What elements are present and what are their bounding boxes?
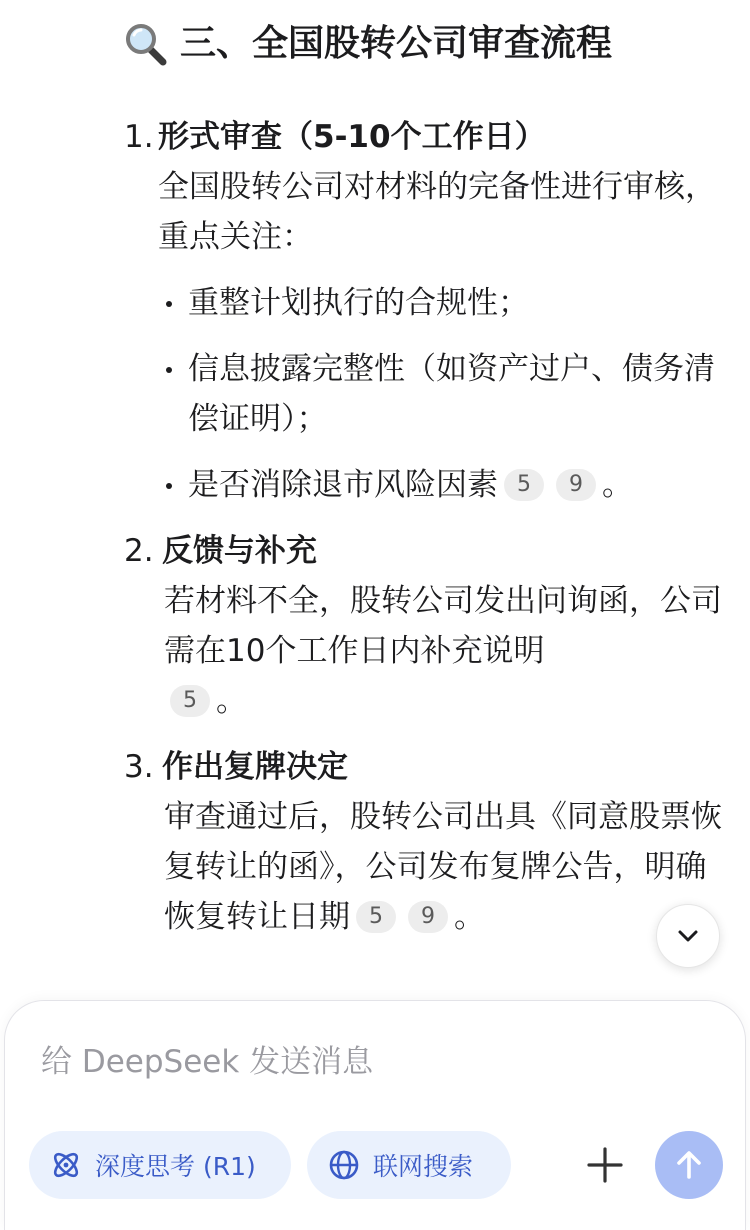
scroll-down-button[interactable] bbox=[656, 904, 720, 968]
globe-icon bbox=[327, 1148, 361, 1182]
citation-badge[interactable]: 9 bbox=[408, 901, 448, 933]
step-number: 2. bbox=[124, 533, 154, 569]
step-number: 1. bbox=[124, 119, 154, 155]
magnifier-icon bbox=[124, 22, 168, 66]
deep-think-label: 深度思考 (R1) bbox=[95, 1152, 256, 1181]
deep-think-toggle[interactable] bbox=[29, 1131, 291, 1199]
step-body: 若材料不全，股转公司发出问询函，公司需在10个工作日内补充说明 5 。 bbox=[164, 583, 722, 719]
send-button[interactable] bbox=[655, 1131, 723, 1199]
citation-badge[interactable]: 5 bbox=[356, 901, 396, 933]
step-title: 反馈与补充 bbox=[162, 533, 317, 569]
citation-badge[interactable]: 5 bbox=[170, 685, 210, 717]
chevron-down-icon bbox=[673, 921, 703, 951]
citation-badge[interactable]: 5 bbox=[504, 469, 544, 501]
message-input[interactable] bbox=[41, 1037, 641, 1087]
message-composer bbox=[4, 1000, 746, 1230]
web-search-label: 联网搜索 bbox=[373, 1152, 474, 1181]
section-title bbox=[124, 22, 612, 66]
step-3 bbox=[124, 742, 724, 942]
step-number: 3. bbox=[124, 749, 154, 785]
bullet-list bbox=[158, 278, 724, 510]
arrow-up-icon bbox=[672, 1148, 706, 1182]
step-title: 形式审查（5-10个工作日） bbox=[158, 119, 546, 155]
list-item: 是否消除退市风险因素 5 9 。 bbox=[158, 460, 718, 510]
step-2 bbox=[124, 526, 724, 726]
list-item: 重整计划执行的合规性； bbox=[158, 278, 718, 328]
step-1 bbox=[124, 112, 724, 510]
atom-icon bbox=[49, 1148, 83, 1182]
step-body: 全国股转公司对材料的完备性进行审核，重点关注： bbox=[158, 169, 716, 255]
step-title: 作出复牌决定 bbox=[162, 749, 348, 785]
attach-button[interactable] bbox=[579, 1133, 631, 1197]
citation-badge[interactable]: 9 bbox=[556, 469, 596, 501]
web-search-toggle[interactable] bbox=[307, 1131, 511, 1199]
step-body: 审查通过后，股转公司出具《同意股票恢复转让的函》，公司发布复牌公告，明确恢复转让日期 5 9 。 bbox=[164, 799, 722, 935]
list-item: 信息披露完整性（如资产过户、债务清偿证明）； bbox=[158, 344, 718, 444]
plus-icon bbox=[585, 1145, 625, 1185]
section-title-text: 三、全国股转公司审查流程 bbox=[180, 23, 613, 64]
